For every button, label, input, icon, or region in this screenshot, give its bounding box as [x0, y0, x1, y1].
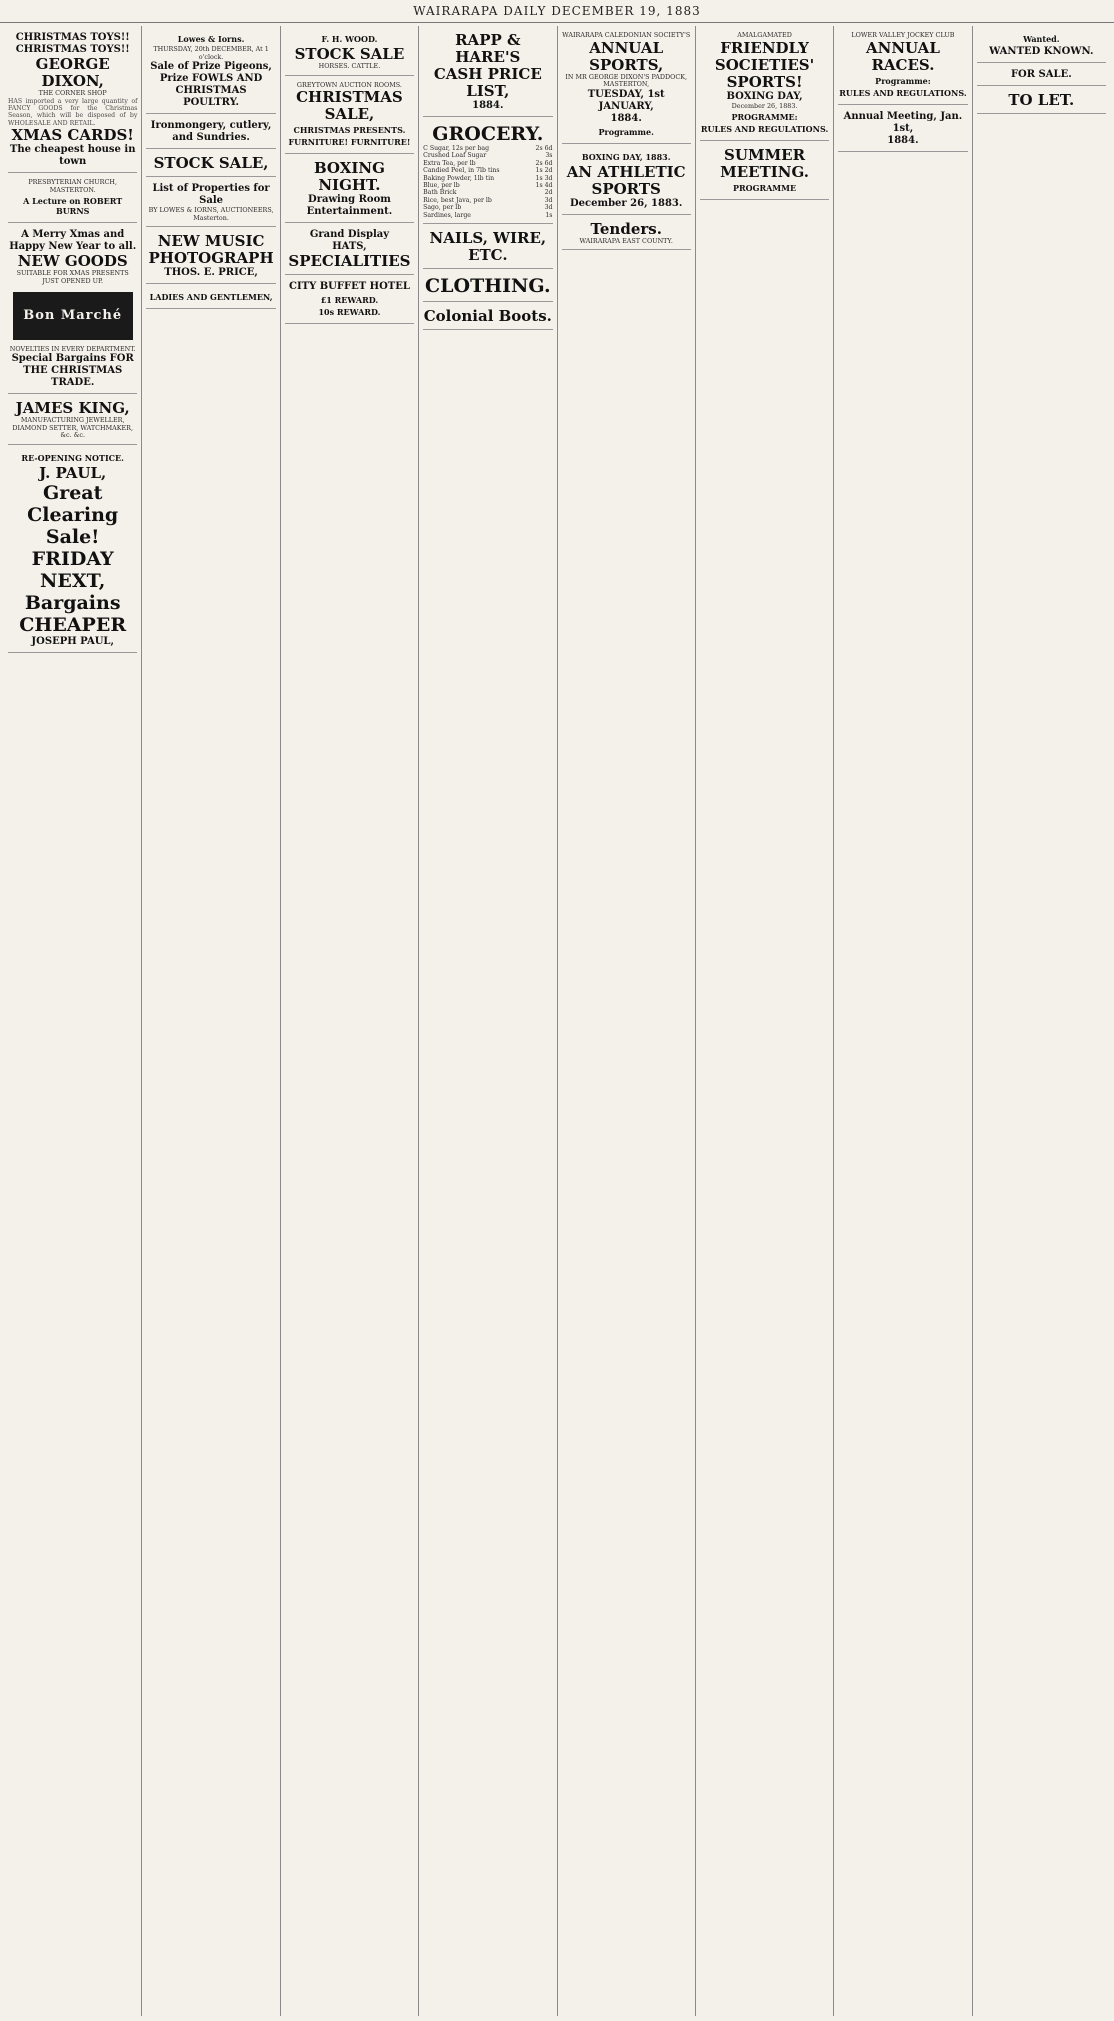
column-6 — [696, 26, 834, 2016]
page-title: WAIRARAPA DAILY DECEMBER 19, 1883 — [413, 4, 701, 18]
price-value: 2s 6d — [535, 145, 553, 152]
price-row — [423, 182, 552, 189]
rapp-hare: RAPP & HARE'S — [455, 31, 521, 66]
annual-year: 1884. — [887, 134, 919, 146]
special-bargains: Special Bargains FOR THE CHRISTMAS TRADE. — [11, 353, 134, 389]
price-list — [423, 145, 552, 219]
reopening-notice: RE-OPENING NOTICE. — [21, 452, 124, 463]
programme-6: PROGRAMME: — [731, 112, 798, 123]
xmas-cards: XMAS CARDS! — [11, 126, 134, 145]
nails-heading: NAILS, WIRE, ETC. — [429, 229, 547, 265]
price-row — [423, 160, 552, 167]
clothing-heading: CLOTHING. — [425, 275, 551, 298]
county-heading: WAIRARAPA EAST COUNTY. — [579, 236, 673, 245]
king-name: JAMES KING, — [15, 399, 130, 418]
sale-date: THURSDAY, 20th DECEMBER, At 1 o'clock. — [153, 45, 269, 61]
sports-date: TUESDAY, 1st JANUARY, — [587, 88, 665, 112]
dixon-body: HAS imported a very large quantity of FANCY GOODS for the Christmas Season, which will be disposed of by WHOLESALE AND RETAIL. — [8, 97, 138, 127]
price-item: Sardines, large — [423, 211, 471, 219]
price-row — [423, 152, 552, 159]
page-header — [0, 0, 1114, 23]
wood-firm: F. H. WOOD. — [321, 34, 378, 44]
wanted-heading: Wanted. — [1023, 34, 1060, 44]
caledonian-club: WAIRARAPA CALEDONIAN SOCIETY'S — [562, 31, 691, 39]
price-item: Sago, per lb — [423, 204, 462, 212]
date-6: December 26, 1883. — [731, 101, 798, 110]
king-sub: MANUFACTURING JEWELLER, DIAMOND SETTER, WATCHMAKER, &c. &c. — [12, 416, 134, 440]
annual-sports: ANNUAL SPORTS, — [589, 38, 664, 74]
great-clearing: Great Clearing Sale! — [27, 481, 119, 548]
ladies-heading: LADIES AND GENTLEMEN, — [149, 292, 273, 303]
pigeon-sale: Sale of Prize Pigeons, Prize FOWLS AND CHRISTMAS POULTRY. — [150, 61, 272, 109]
novelties-line: NOVELTIES IN EVERY DEPARTMENT. — [9, 344, 136, 353]
properties-list: List of Properties for Sale — [152, 183, 270, 207]
price-name: THOS. E. PRICE, — [164, 267, 258, 279]
ironmongery-heading: Ironmongery, cutlery, and Sundries. — [150, 120, 272, 144]
colonial-boots: Colonial Boots. — [423, 307, 552, 326]
annual-races: ANNUAL RACES. — [866, 38, 940, 74]
column-1 — [4, 26, 142, 2016]
summer-meeting: SUMMER MEETING. — [720, 146, 809, 182]
friendly-societies: FRIENDLY SOCIETIES' SPORTS! — [714, 38, 815, 91]
column-4 — [419, 26, 557, 2016]
friday-next: FRIDAY NEXT, — [31, 547, 114, 592]
christmas-sale: CHRISTMAS SALE, — [296, 88, 403, 124]
furniture-heading: FURNITURE! FURNITURE! — [288, 137, 411, 148]
reward-two: 10s REWARD. — [318, 307, 381, 318]
price-row — [423, 167, 552, 174]
new-music: NEW MUSIC — [157, 232, 265, 251]
price-value: 1s — [545, 211, 553, 219]
reward-one: £1 REWARD. — [320, 295, 379, 306]
rules-6: RULES AND REGULATIONS. — [700, 124, 829, 135]
price-item: Blue, per lb — [423, 182, 460, 190]
lecture-line: A Lecture on ROBERT BURNS — [23, 196, 123, 217]
firm-name: Lowes & Iorns. — [177, 34, 245, 44]
boxing-day-6: BOXING DAY, — [726, 90, 803, 102]
price-value: 2d — [544, 189, 553, 197]
by-line: BY LOWES & IORNS, AUCTIONEERS, Masterton. — [148, 206, 274, 222]
column-2 — [142, 26, 280, 2016]
christmas-presents: CHRISTMAS PRESENTS. — [293, 125, 406, 136]
cash-price-list: CASH PRICE LIST, — [433, 65, 542, 100]
price-item: C Sugar, 12s per bag — [423, 145, 490, 152]
dixon-name: GEORGE DIXON, — [35, 55, 110, 90]
price-value: 1s 4d — [535, 182, 553, 190]
column-3 — [281, 26, 419, 2016]
joseph-paul: JOSEPH PAUL, — [31, 635, 114, 647]
price-item: Rice, best Java, per lb — [423, 196, 492, 204]
to-let: TO LET. — [1008, 91, 1075, 109]
presents-line: SUITABLE FOR XMAS PRESENTS JUST OPENED UP. — [16, 269, 129, 285]
amalgamated: AMALGAMATED — [737, 31, 792, 39]
price-row — [423, 175, 552, 182]
cheapest-line: The cheapest house in town — [9, 144, 136, 168]
list-year: 1884. — [472, 100, 504, 111]
price-row — [423, 212, 552, 219]
athletic-sports: AN ATHLETIC SPORTS — [566, 162, 686, 198]
hats-heading: HATS, — [332, 241, 367, 253]
drawing-room: Drawing Room Entertainment. — [306, 194, 393, 218]
sports-year: 1884. — [610, 112, 642, 124]
programme-6b: PROGRAMME — [732, 183, 797, 194]
programme-heading: Programme. — [598, 126, 654, 137]
rules-7: RULES AND REGULATIONS. — [839, 87, 967, 98]
price-item: Crushed Loaf Sugar — [423, 152, 487, 160]
new-goods: NEW GOODS — [17, 252, 128, 271]
price-value: 3s — [545, 152, 553, 160]
paul-name: J. PAUL, — [39, 463, 107, 482]
horses-cattle: HORSES. CATTLE. — [318, 62, 381, 70]
city-buffet: CITY BUFFET HOTEL — [289, 281, 410, 293]
specialities-heading: SPECIALITIES — [288, 252, 411, 271]
venue: IN MR GEORGE DIXON'S PADDOCK, MASTERTON, — [565, 72, 688, 89]
bargains-heading: Bargains — [24, 591, 121, 614]
toys-heading: CHRISTMAS TOYS!! CHRISTMAS TOYS!! — [15, 32, 130, 55]
wanted-known: WANTED KNOWN. — [989, 46, 1094, 57]
price-item: Baking Powder, 1lb tin — [423, 174, 495, 182]
programme-7: Programme: — [875, 75, 931, 86]
bon-marche-logo: Bon Marché — [13, 292, 133, 340]
price-item: Candied Peel, in 7lb tins — [423, 167, 500, 175]
price-row — [423, 204, 552, 211]
dixon-sub: THE CORNER SHOP — [38, 89, 107, 97]
annual-meeting: Annual Meeting, Jan. 1st, — [843, 110, 963, 134]
price-value: 3d — [544, 204, 553, 212]
column-7 — [834, 26, 972, 2016]
church-heading: PRESBYTERIAN CHURCH, MASTERTON. — [28, 178, 117, 194]
price-item: Bath Brick — [423, 189, 457, 197]
price-value: 3d — [544, 196, 553, 204]
for-sale: FOR SALE. — [1010, 69, 1072, 80]
price-row — [423, 145, 552, 152]
price-item: Extra Tea, per lb — [423, 159, 476, 167]
tenders-heading: Tenders. — [590, 219, 662, 238]
jockey-club: LOWER VALLEY JOCKEY CLUB — [851, 31, 955, 39]
newspaper-columns — [4, 26, 1110, 2016]
column-8 — [973, 26, 1110, 2016]
photograph-heading: PHOTOGRAPH — [148, 249, 274, 268]
boxing-day: BOXING DAY, 1883. — [581, 151, 671, 162]
price-value: 2s 6d — [535, 159, 553, 167]
grand-display: Grand Display — [309, 229, 390, 241]
grocery-heading: GROCERY. — [432, 123, 544, 145]
price-row — [423, 189, 552, 196]
cheaper-heading: CHEAPER — [19, 613, 127, 636]
price-value: 1s 3d — [535, 174, 553, 182]
boxing-night: BOXING NIGHT. — [313, 159, 385, 195]
column-5 — [558, 26, 696, 2016]
athletic-date: December 26, 1883. — [570, 197, 683, 209]
price-row — [423, 197, 552, 204]
price-value: 1s 2d — [535, 167, 553, 175]
wood-stock-sale: STOCK SALE — [294, 45, 405, 63]
merry-xmas: A Merry Xmas and Happy New Year to all. — [9, 229, 137, 253]
greytown-rooms: GREYTOWN AUCTION ROOMS. — [296, 80, 402, 89]
stock-sale: STOCK SALE, — [153, 154, 269, 173]
